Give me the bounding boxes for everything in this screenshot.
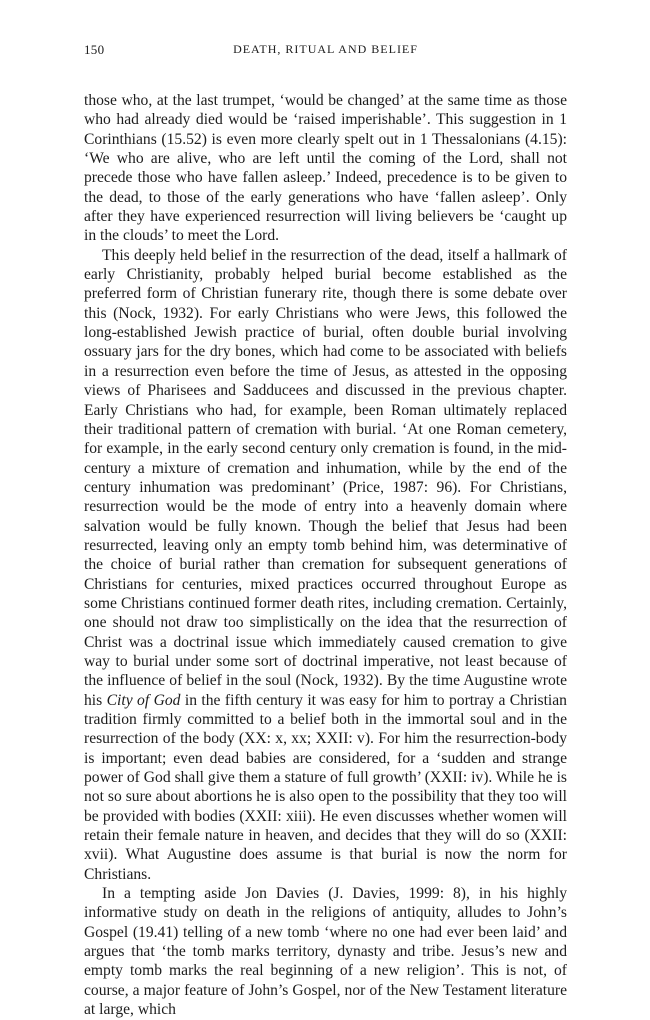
body-text <box>84 91 567 1020</box>
paragraph-resurrection-burial <box>84 246 567 884</box>
page-number: 150 <box>84 42 105 57</box>
running-title: DEATH, RITUAL AND BELIEF <box>233 42 418 56</box>
book-title-city-of-god: City of God <box>106 691 181 709</box>
running-head <box>84 42 567 62</box>
paragraph-text-segment: in the fifth century it was easy for him to portray a Christian tradition firmly committed to a belief both in the immortal soul and in the resurrection of the body (XX: x, xx; XXII: v). For him the resurrection-body is important; even dead babies are considered, for a ‘sudden and strange power of God shall give them a stature of full growth’ (XXII: iv). While he is not so sure about abortions he is also open to the possibility that they too will be provided with bodies (XXII: xiii). He even discusses whether women will retain their female nature in heaven, and decides that they will do so (XXII: xvii). What Augustine does assume is that burial is now the norm for Christians. <box>84 691 567 883</box>
paragraph-continuation: those who, at the last trumpet, ‘would be changed’ at the same time as those who had already died would be ‘raised imperishable’. This suggestion in 1 Corinthians (15.52) is even more clearly spelt out in 1 Thessalonians (4.15): ‘We who are alive, who are left until the coming of the Lord, shall not precede those who have fallen asleep.’ Indeed, precedence is to be given to the dead, to those of the early generations who have ‘fallen asleep’. Only after they have experienced resurrection will living believers be ‘caught up in the clouds’ to meet the Lord. <box>84 92 567 245</box>
paragraph-text-segment: This deeply held belief in the resurrection of the dead, itself a hallmark of early Christianity, probably helped burial become established as the preferred form of Christian funerary rite, though there is some debate over this (Nock, 1932). For early Christians who were Jews, this followed the long-established Jewish practice of burial, often double burial involving ossuary jars for the dry bones, which had come to be associated with beliefs in a resurrection even before the time of Jesus, as attested in the opposing views of Pharisees and Sadducees and discussed in the previous chapter. Early Christians who had, for example, been Roman ultimately replaced their traditional pattern of cremation with burial. ‘At one Roman cemetery, for example, in the early second century only cremation is found, in the mid-century a mixture of cremation and inhumation, while by the end of the century inhumation was predominant’ (Price, 1987: 96). For Christians, resurrection would be the mode of entry into a heavenly domain where salvation would be fully known. Though the belief that Jesus had been resurrected, leaving only an empty tomb behind him, was determinative of the choice of burial rather than cremation for subsequent generations of Christians for centuries, mixed practices occurred throughout Europe as some Christians continued former death rites, including cremation. Certainly, one should not draw too simplistically on the idea that the resurrection of Christ was a doctrinal issue which immediately caused cremation to give way to burial under some sort of doctrinal imperative, not least because of the influence of belief in the soul (Nock, 1932). By the time Augustine wrote his <box>84 246 567 709</box>
paragraph-empty-tomb: In a tempting aside Jon Davies (J. Davies, 1999: 8), in his highly informative study on death in the religions of antiquity, alludes to John’s Gospel (19.41) telling of a new tomb ‘where no one had ever been laid’ and argues that ‘the tomb marks territory, dynasty and tribe. Jesus’s new and empty tomb marks the real beginning of a new religion’. This is not, of course, a major feature of John’s Gospel, nor of the New Testament literature at large, which <box>84 885 567 1019</box>
